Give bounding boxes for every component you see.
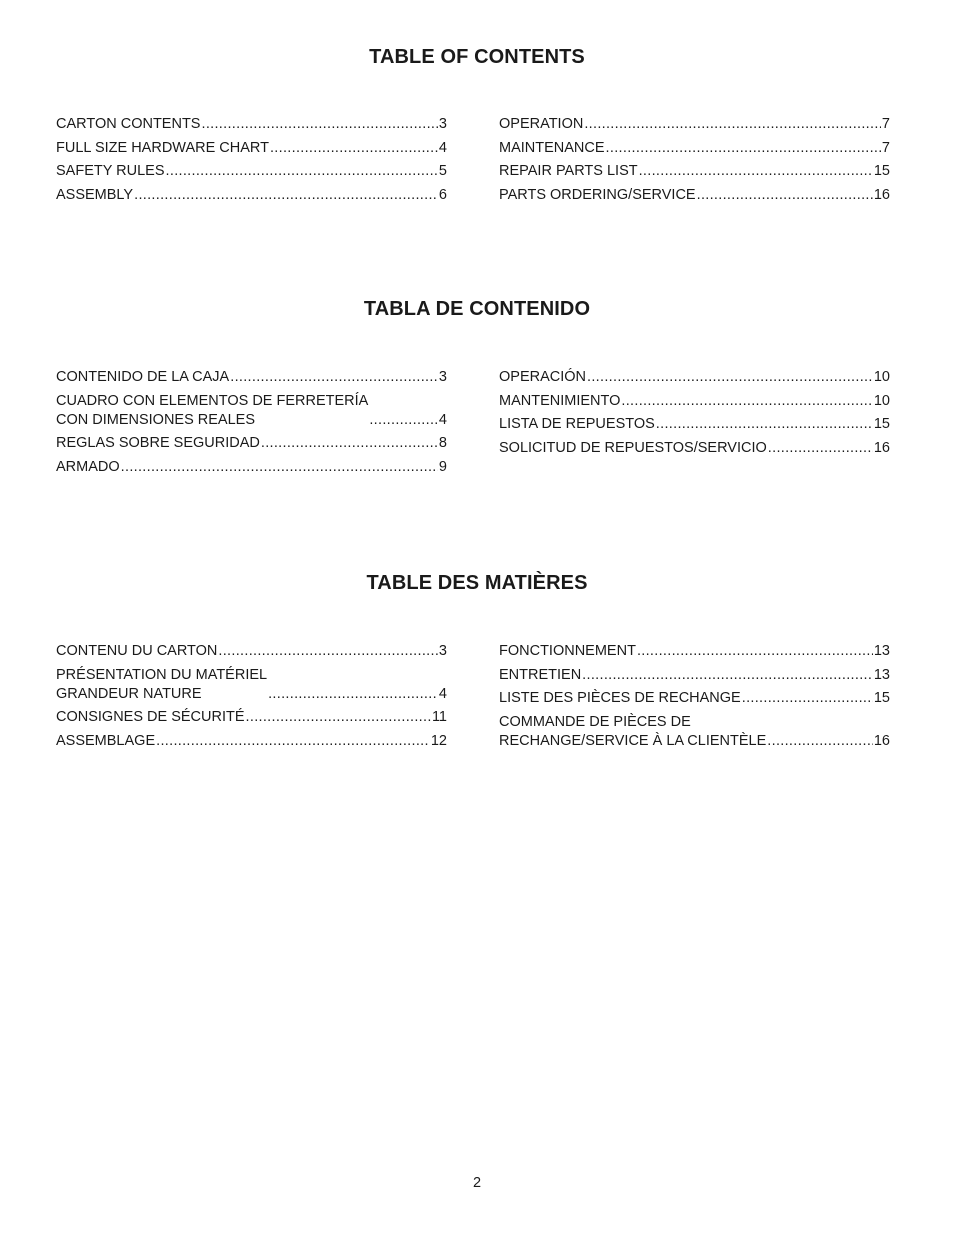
toc-entry-page: 3	[438, 643, 447, 659]
dot-leader	[606, 139, 881, 158]
toc-column-left	[56, 115, 447, 209]
toc-entry-page: 7	[881, 116, 890, 132]
toc-entry[interactable]	[56, 115, 447, 134]
toc-entry-page: 9	[438, 458, 447, 475]
toc-entry-page: 4	[438, 685, 447, 702]
toc-entry[interactable]	[56, 139, 447, 158]
toc-entry-page: 10	[873, 392, 890, 409]
dot-leader	[697, 186, 873, 205]
toc-entry-label: OPERATION	[499, 116, 584, 132]
dot-leader	[369, 411, 438, 430]
toc-entry[interactable]	[56, 368, 447, 387]
toc-entry-page: 3	[438, 369, 447, 385]
toc-entry[interactable]	[499, 642, 890, 661]
toc-entry-label: CONSIGNES DE SÉCURITÉ	[56, 709, 245, 726]
dot-leader	[637, 642, 873, 661]
toc-entry-page: 7	[881, 139, 890, 156]
toc-entry-page: 4	[438, 139, 447, 156]
toc-entry-label-continued: GRANDEUR NATURE	[56, 685, 202, 702]
dot-leader	[270, 139, 438, 158]
toc-column-right	[499, 368, 890, 462]
dot-leader	[201, 115, 437, 134]
toc-entry-label: COMMANDE DE PIÈCES DE	[499, 713, 691, 730]
toc-entry-label: REGLAS SOBRE SEGURIDAD	[56, 435, 260, 452]
section-title: TABLA DE CONTENIDO	[363, 298, 591, 320]
toc-entry-page: 15	[873, 163, 890, 180]
dot-leader	[621, 392, 872, 411]
toc-entry-page: 6	[438, 186, 447, 203]
toc-entry-page: 15	[873, 416, 890, 433]
toc-entry[interactable]	[499, 713, 890, 751]
dot-leader	[246, 708, 431, 727]
toc-column-left	[56, 368, 447, 481]
toc-column-right	[499, 115, 890, 209]
dot-leader	[261, 434, 438, 453]
toc-entry[interactable]	[56, 458, 447, 477]
toc-entry-page: 11	[431, 709, 447, 726]
toc-entry-label: PARTS ORDERING/SERVICE	[499, 186, 696, 203]
toc-entry-label: FULL SIZE HARDWARE CHART	[56, 139, 269, 156]
dot-leader	[134, 186, 438, 205]
toc-entry[interactable]	[56, 392, 447, 430]
dot-leader	[268, 685, 438, 704]
toc-entry-label: ASSEMBLAGE	[56, 732, 156, 749]
toc-entry-page: 3	[438, 116, 447, 132]
page-number: 2	[472, 1175, 482, 1191]
toc-entry[interactable]	[56, 186, 447, 205]
dot-leader	[166, 162, 438, 181]
toc-entry[interactable]	[499, 368, 890, 387]
toc-entry-label: PRÉSENTATION DU MATÉRIEL	[56, 666, 268, 683]
toc-entry-label: CONTENU DU CARTON	[56, 643, 218, 659]
toc-entry[interactable]	[499, 186, 890, 205]
section-title: TABLE OF CONTENTS	[369, 46, 585, 68]
section-title: TABLE DES MATIÈRES	[366, 572, 588, 594]
dot-leader	[742, 689, 873, 708]
toc-entry-label: FONCTIONNEMENT	[499, 643, 636, 659]
toc-entry-label-continued: RECHANGE/SERVICE À LA CLIENTÈLE	[499, 732, 767, 749]
toc-entry-label: SOLICITUD DE REPUESTOS/SERVICIO	[499, 439, 767, 456]
toc-entry[interactable]	[499, 115, 890, 134]
dot-leader	[587, 368, 873, 387]
toc-entry-label: SAFETY RULES	[56, 163, 165, 180]
toc-entry[interactable]	[499, 439, 890, 458]
dot-leader	[121, 458, 438, 477]
toc-entry[interactable]	[56, 732, 447, 751]
toc-entry-page: 4	[438, 411, 447, 428]
toc-entry-label: CARTON CONTENTS	[56, 116, 201, 132]
dot-leader	[767, 732, 873, 751]
toc-entry[interactable]	[56, 708, 447, 727]
toc-entry-page: 12	[430, 732, 447, 749]
toc-entry[interactable]	[499, 689, 890, 708]
toc-entry[interactable]	[56, 642, 447, 661]
toc-entry-label: ASSEMBLY	[56, 186, 134, 203]
toc-entry-page: 10	[873, 369, 890, 385]
toc-entry-label-continued: CON DIMENSIONES REALES	[56, 411, 256, 428]
toc-entry[interactable]	[499, 392, 890, 411]
toc-entry-page: 16	[873, 732, 890, 749]
toc-entry-page: 15	[873, 690, 890, 707]
dot-leader	[584, 115, 881, 134]
toc-entry-label: REPAIR PARTS LIST	[499, 163, 638, 180]
toc-entry-label: OPERACIÓN	[499, 369, 587, 385]
toc-entry-page: 8	[438, 435, 447, 452]
toc-entry-label: ARMADO	[56, 458, 120, 475]
toc-entry[interactable]	[56, 162, 447, 181]
toc-entry-page: 13	[873, 643, 890, 659]
toc-entry-page: 16	[873, 439, 890, 456]
dot-leader	[639, 162, 873, 181]
toc-entry-label: LISTE DES PIÈCES DE RECHANGE	[499, 690, 741, 707]
dot-leader	[656, 415, 873, 434]
dot-leader	[230, 368, 438, 387]
toc-entry-label: LISTA DE REPUESTOS	[499, 416, 655, 433]
dot-leader	[218, 642, 438, 661]
toc-entry-page: 13	[873, 666, 890, 683]
toc-entry[interactable]	[499, 139, 890, 158]
toc-entry-label: ENTRETIEN	[499, 666, 582, 683]
toc-entry[interactable]	[499, 162, 890, 181]
toc-entry[interactable]	[56, 666, 447, 704]
toc-entry[interactable]	[56, 434, 447, 453]
toc-column-right	[499, 642, 890, 755]
toc-entry-page: 5	[438, 163, 447, 180]
toc-entry-page: 16	[873, 186, 890, 203]
dot-leader	[156, 732, 430, 751]
dot-leader	[582, 666, 873, 685]
toc-entry-label: CUADRO CON ELEMENTOS DE FERRETERÍA	[56, 392, 369, 409]
toc-entry-label: MAINTENANCE	[499, 139, 605, 156]
toc-entry[interactable]	[499, 415, 890, 434]
toc-entry-label: CONTENIDO DE LA CAJA	[56, 369, 230, 385]
toc-entry[interactable]	[499, 666, 890, 685]
toc-entry-label: MANTENIMIENTO	[499, 392, 621, 409]
toc-column-left	[56, 642, 447, 755]
dot-leader	[768, 439, 873, 458]
